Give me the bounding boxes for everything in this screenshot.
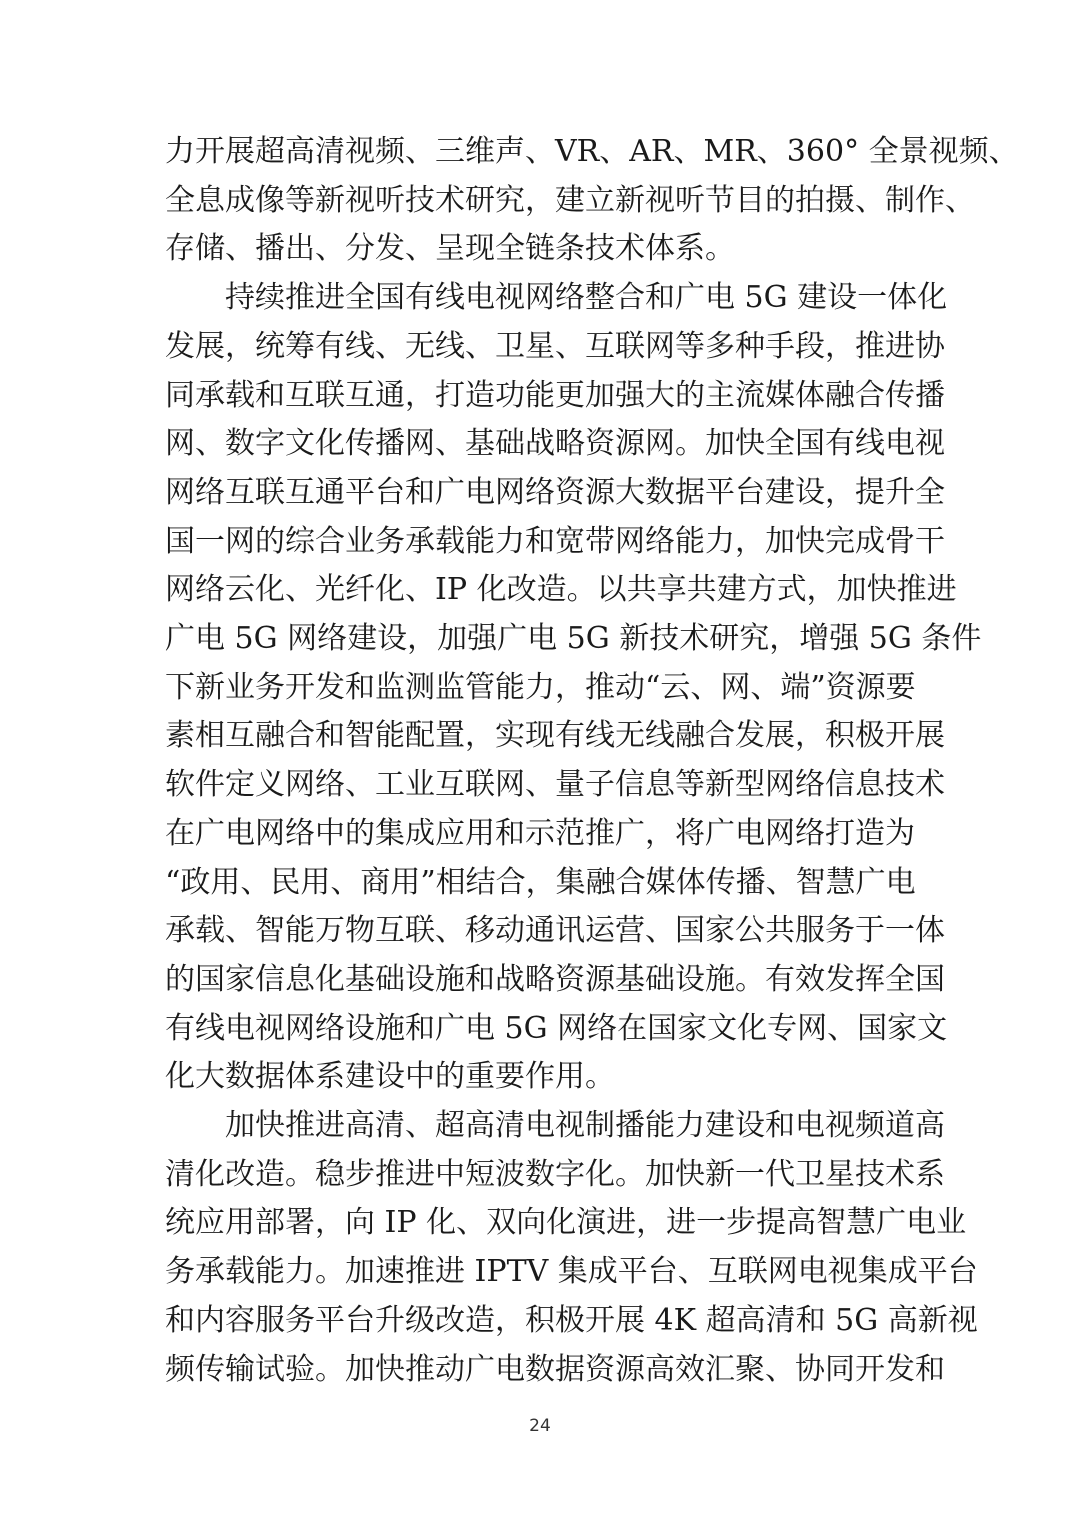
text-line: 网络云化、光纤化、IP 化改造。以共享共建方式，加快推进 bbox=[165, 572, 957, 608]
document-body bbox=[165, 128, 1019, 1394]
page-number: 24 bbox=[529, 1416, 551, 1436]
text-line: 清化改造。稳步推进中短波数字化。加快新一代卫星技术系 bbox=[165, 1156, 945, 1192]
text-line: 全息成像等新视听技术研究，建立新视听节目的拍摄、制作、 bbox=[165, 182, 975, 218]
paragraph-network-integration bbox=[165, 274, 982, 1102]
text-line: “政用、民用、商用”相结合，集融合媒体传播、智慧广电 bbox=[165, 864, 916, 900]
text-line: 软件定义网络、工业互联网、量子信息等新型网络信息技术 bbox=[165, 767, 945, 803]
text-line: 统应用部署，向 IP 化、双向化演进，进一步提高智慧广电业 bbox=[165, 1205, 967, 1241]
text-line: 持续推进全国有线电视网络整合和广电 5G 建设一体化 bbox=[225, 280, 948, 316]
text-line: 网络互联互通平台和广电网络资源大数据平台建设，提升全 bbox=[165, 474, 945, 510]
text-line: 和内容服务平台升级改造，积极开展 4K 超高清和 5G 高新视 bbox=[165, 1302, 978, 1338]
text-line: 务承载能力。加速推进 IPTV 集成平台、互联网电视集成平台 bbox=[165, 1254, 978, 1290]
text-line: 在广电网络中的集成应用和示范推广，将广电网络打造为 bbox=[165, 815, 915, 851]
text-line: 国一网的综合业务承载能力和宽带网络能力，加快完成骨干 bbox=[165, 523, 945, 559]
text-line: 有线电视网络设施和广电 5G 网络在国家文化专网、国家文 bbox=[165, 1010, 948, 1046]
text-line: 力开展超高清视频、三维声、VR、AR、MR、360° 全景视频、 bbox=[165, 134, 1019, 169]
text-line: 存储、播出、分发、呈现全链条技术体系。 bbox=[165, 231, 735, 267]
text-line: 下新业务开发和监测监管能力，推动“云、网、端”资源要 bbox=[165, 669, 916, 705]
text-line: 发展，统筹有线、无线、卫星、互联网等多种手段，推进协 bbox=[165, 328, 945, 364]
text-line: 加快推进高清、超高清电视制播能力建设和电视频道高 bbox=[225, 1108, 945, 1144]
text-line: 的国家信息化基础设施和战略资源基础设施。有效发挥全国 bbox=[165, 961, 945, 997]
text-line: 素相互融合和智能配置，实现有线无线融合发展，积极开展 bbox=[165, 718, 945, 754]
text-line: 广电 5G 网络建设，加强广电 5G 新技术研究，增强 5G 条件 bbox=[165, 621, 982, 657]
text-line: 承载、智能万物互联、移动通讯运营、国家公共服务于一体 bbox=[165, 913, 945, 949]
text-line: 同承载和互联互通，打造功能更加强大的主流媒体融合传播 bbox=[165, 377, 945, 413]
text-line: 频传输试验。加快推动广电数据资源高效汇聚、协同开发和 bbox=[165, 1351, 945, 1387]
paragraph-hd-broadcasting bbox=[165, 1102, 978, 1394]
paragraph-continuation bbox=[165, 128, 1019, 274]
text-line: 化大数据体系建设中的重要作用。 bbox=[165, 1059, 615, 1095]
text-line: 网、数字文化传播网、基础战略资源网。加快全国有线电视 bbox=[165, 426, 945, 462]
